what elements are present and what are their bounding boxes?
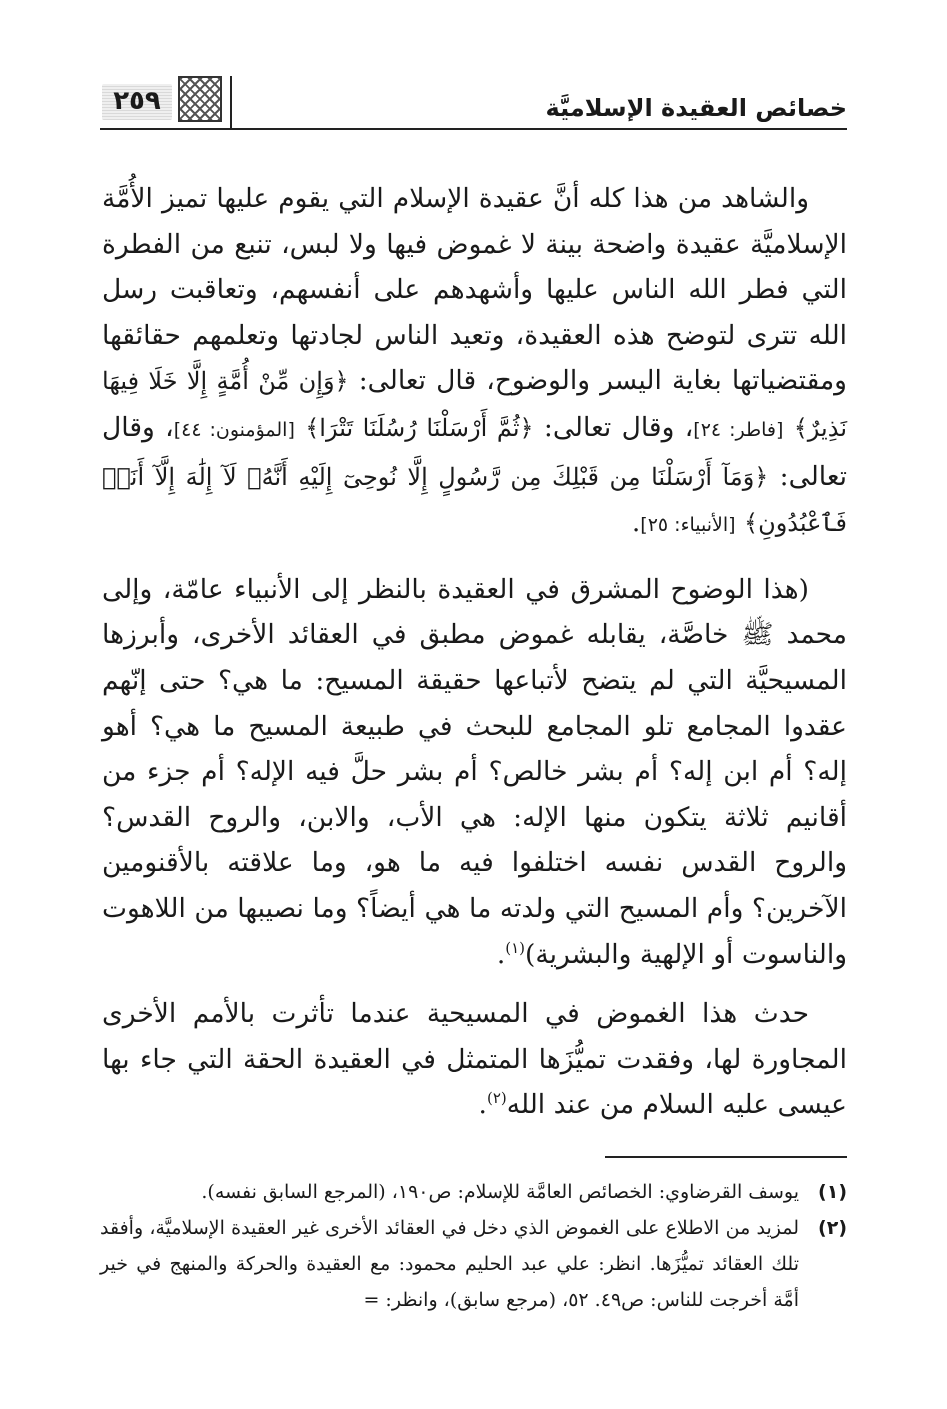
paragraph [102, 991, 847, 1128]
footnotes [100, 1174, 847, 1318]
paragraph-end: . [478, 1089, 487, 1121]
footnote-text: لمزيد من الاطلاع على الغموض الذي دخل في العقائد الأخرى غير العقيدة الإسلاميَّة، وأفقد تلك العقائد تميُّزَها. انظر: علي عبد الحليم محمود: مع العقيدة والحركة والمنهج في خير أمَّة أخرجت للناس: ص٤٩. ٥٢، (مرجع سابق)، وانظر: = [100, 1217, 799, 1311]
ornament-icon [178, 76, 222, 122]
footnote [100, 1210, 847, 1318]
quran-verse: ﴿وَإِن مِّنْ أُمَّةٍ إِلَّا خَلَا فِيهَا نَذِيرٌ﴾ [102, 367, 847, 442]
footnote-rule [605, 1156, 847, 1158]
footnote-marker: (١) [505, 938, 526, 957]
page-number: ٢٥٩ [113, 86, 161, 116]
running-title: خصائص العقيدة الإسلاميَّة [545, 94, 847, 122]
paragraph-text: حدث هذا الغموض في المسيحية عندما تأثرت بالأمم الأخرى المجاورة لها، وفقدت تميُّزَها المتمثل في العقيدة الحقة التي جاء بها عيسى عليه السلام من عند الله [102, 998, 847, 1121]
paragraph-end: . [496, 938, 506, 970]
quran-verse: ﴿ثُمَّ أَرْسَلْنَا رُسُلَنَا تَتْرَا﴾ [305, 413, 534, 442]
paragraph-text: والشاهد من هذا كله أنَّ عقيدة الإسلام التي يقوم عليها تميز الأُمَّة الإسلاميَّة عقيدة واضحة بينة لا غموض فيها ولا لبس، تنبع من الفطرة التي فطر الله الناس عليها وأشهدهم على أنفسهم، وتعاقبت رسل الله تترى لتوضح هذه العقيدة، وتعيد الناس لجادتها وتعلمهم حقائقها ومقتضياتها بغاية اليسر والوضوح، قال تعالى: [102, 183, 847, 397]
main-text [102, 176, 847, 1136]
footnote-text: يوسف القرضاوي: الخصائص العامَّة للإسلام: ص١٩٠، (المرجع السابق نفسه). [201, 1181, 799, 1203]
footnote-number: (١) [818, 1181, 847, 1203]
footnote-marker: (٢) [486, 1089, 507, 1108]
page-number-box [102, 84, 172, 120]
verse-reference: [المؤمنون: ٤٤] [173, 418, 295, 441]
quran-verse: ﴿وَمَآ أَرْسَلْنَا مِن قَبْلِكَ مِن رَّسُولٍ إِلَّا نُوحِىٓ إِلَيْهِ أَنَّهُۥ لَآ إِلَٰهَ إِلَّآ أَنَا۠ فَٱعْبُدُونِ﴾ [102, 462, 847, 538]
paragraph [102, 567, 847, 977]
page-header [100, 62, 847, 132]
header-rule [100, 128, 847, 130]
header-divider [230, 76, 232, 130]
footnote-number: (٢) [818, 1217, 847, 1239]
paragraph-end: . [631, 507, 641, 539]
paragraph [102, 176, 847, 549]
paragraph-text: (هذا الوضوح المشرق في العقيدة بالنظر إلى الأنبياء عامّة، وإلى محمد ﷺ خاصَّة، يقابله غموض مطبق في العقائد الأخرى، وأبرزها المسيحيَّة التي لم يتضح لأتباعها حقيقة المسيح: ما هي؟ حتى إنّهم عقدوا المجامع تلو المجامع للبحث في طبيعة المسيح ما هي؟ أهو إله؟ أم ابن إله؟ أم بشر خالص؟ أم بشر حلَّ فيه الإله؟ أم جزء من أقانيم ثلاثة يتكون منها الإله: هي الأب، والابن، والروح القدس؟ والروح القدس نفسه اختلفوا فيه ما هو، وما علاقته بالأقنومين الآخرين؟ وأم المسيح التي ولدته ما هي أيضاً؟ وما نصيبها من اللاهوت والناسوت أو الإلهية والبشرية) [102, 573, 847, 970]
footnote [100, 1174, 847, 1210]
paragraph-text: ، وقال تعالى: [102, 411, 847, 492]
verse-reference: [فاطر: ٢٤] [693, 418, 784, 441]
paragraph-text: ، وقال تعالى: [533, 411, 694, 443]
verse-reference: [الأنبياء: ٢٥] [640, 514, 736, 537]
